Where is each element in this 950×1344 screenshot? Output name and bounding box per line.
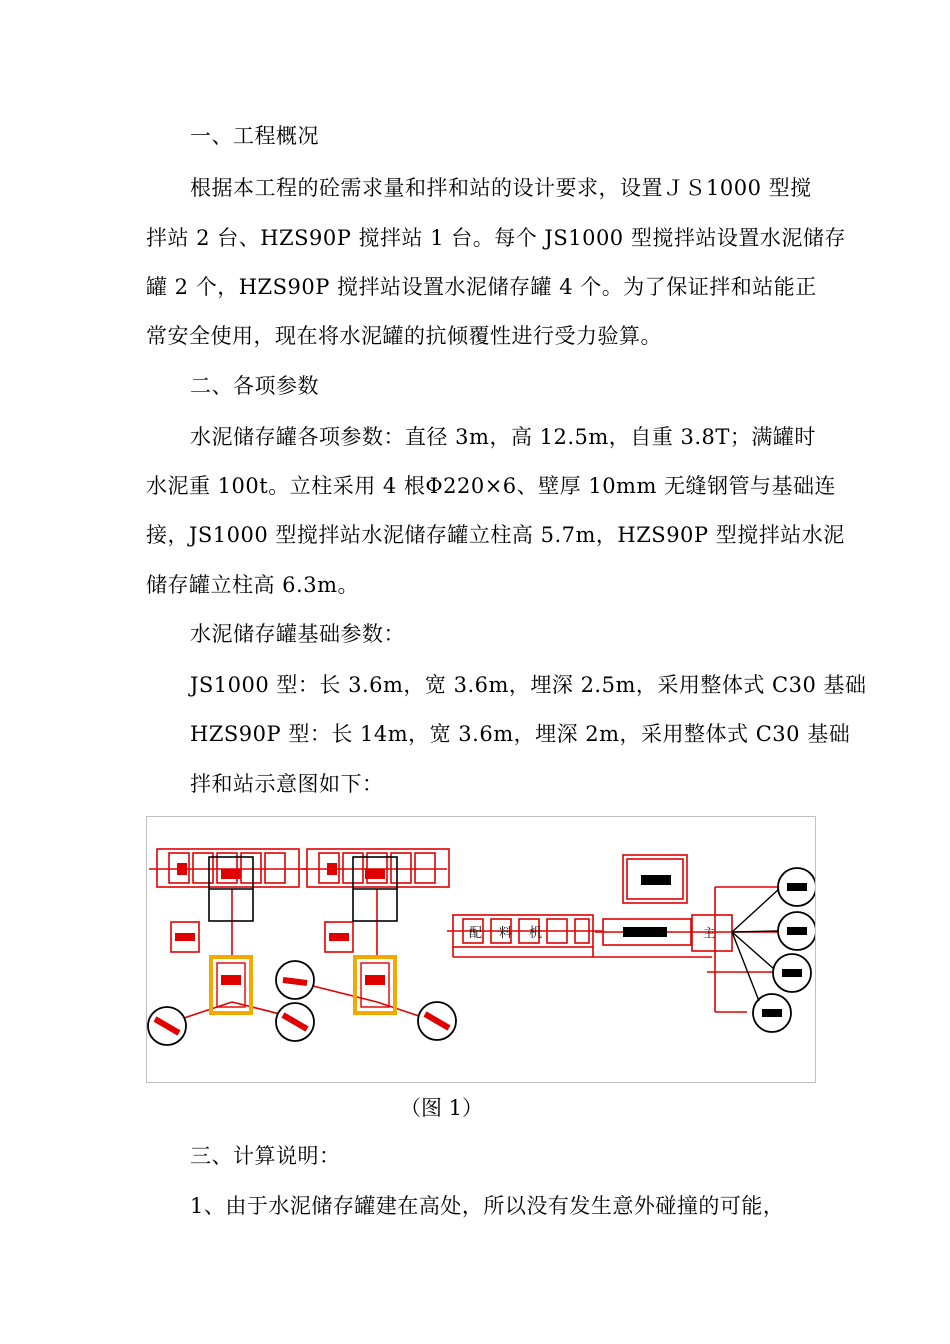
js1000-foundation: JS1000 型：长 3.6m，宽 3.6m，埋深 2.5m，采用整体式 C30 基础 (190, 673, 867, 697)
foundation-params-label: 水泥储存罐基础参数： (190, 622, 405, 646)
hzs90p-foundation: HZS90P 型：长 14m，宽 3.6m，埋深 2m，采用整体式 C30 基础 (190, 722, 851, 746)
label-batcher-2: 料 (499, 926, 513, 941)
s2-line-4: 储存罐立柱高 6.3m。 (146, 573, 359, 597)
s2-line-3: 接，JS1000 型搅拌站水泥储存罐立柱高 5.7m，HZS90P 型搅拌站水泥 (146, 523, 845, 547)
section-2-title: 二、各项参数 (190, 374, 319, 398)
mixing-station-diagram (146, 816, 816, 1083)
section-1-title: 一、工程概况 (190, 124, 319, 148)
section-3-title: 三、计算说明： (190, 1144, 341, 1168)
label-batcher-3: 机 (529, 926, 543, 941)
s1-line-2: 拌站 2 台、HZS90P 搅拌站 1 台。每个 JS1000 型搅拌站设置水泥储存 (146, 226, 846, 250)
s1-line-4: 常安全使用，现在将水泥罐的抗倾覆性进行受力验算。 (146, 324, 662, 348)
s2-line-1: 水泥储存罐各项参数：直径 3m，高 12.5m，自重 3.8T；满罐时 (190, 425, 816, 449)
diagram-svg (147, 817, 815, 1082)
s3-line-1: 1、由于水泥储存罐建在高处，所以没有发生意外碰撞的可能， (190, 1194, 785, 1218)
label-main-unit: 主 (703, 926, 716, 940)
figure-caption: （图 1） (400, 1096, 484, 1120)
s1-line-3: 罐 2 个，HZS90P 搅拌站设置水泥储存罐 4 个。为了保证拌和站能正 (146, 275, 817, 299)
s1-line-1: 根据本工程的砼需求量和拌和站的设计要求，设置ＪＳ1000 型搅 (190, 176, 812, 200)
diagram-intro: 拌和站示意图如下： (190, 772, 384, 796)
label-batcher-1: 配 (469, 926, 483, 941)
s2-line-2: 水泥重 100t。立柱采用 4 根Φ220×6、壁厚 10mm 无缝钢管与基础连 (146, 474, 837, 498)
